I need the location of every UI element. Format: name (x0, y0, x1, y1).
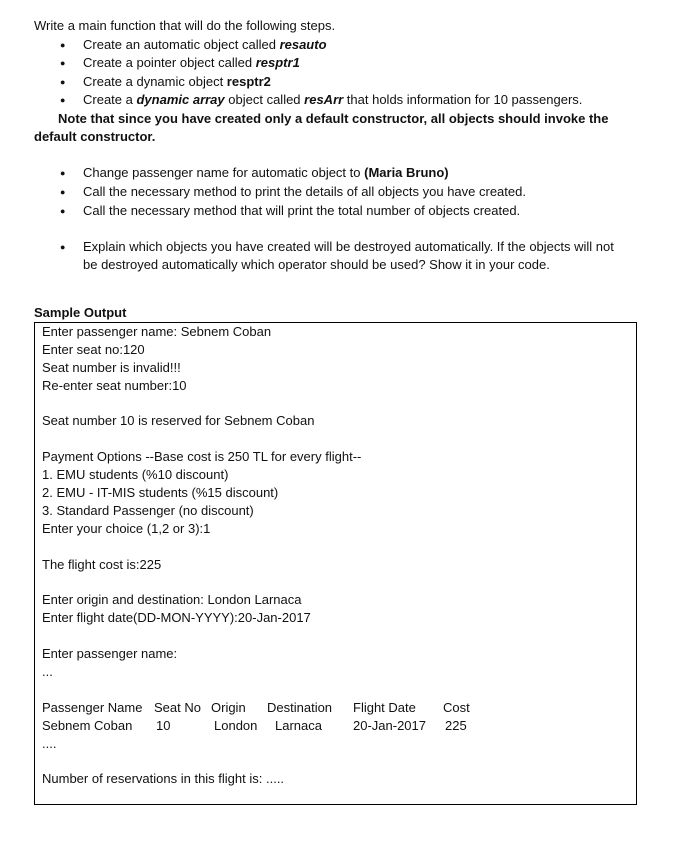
note-line-1: Note that since you have created only a default constructor, all objects should invoke the (58, 111, 609, 126)
bullet-icon: ● (60, 77, 66, 87)
output-line: Enter your choice (1,2 or 3):1 (42, 521, 211, 536)
table-cell: Larnaca (275, 718, 322, 733)
output-line: 3. Standard Passenger (no discount) (42, 503, 254, 518)
output-line: 2. EMU - IT-MIS students (%15 discount) (42, 485, 279, 500)
bullet-icon: ● (60, 58, 66, 68)
bullet-icon: ● (60, 40, 66, 50)
step-resauto: Create an automatic object called resauto (83, 37, 327, 52)
step-explain-line-2: be destroyed automatically which operator should be used? Show it in your code. (83, 257, 550, 272)
output-line: ... (42, 664, 53, 679)
step-resarr: Create a dynamic array object called resArr that holds information for 10 passengers. (83, 92, 583, 107)
step-print-details: Call the necessary method to print the details of all objects you have created. (83, 184, 526, 199)
output-line: Enter seat no:120 (42, 342, 145, 357)
output-line: Enter passenger name: Sebnem Coban (42, 324, 272, 339)
step-resptr1: Create a pointer object called resptr1 (83, 55, 300, 70)
output-line: 1. EMU students (%10 discount) (42, 467, 229, 482)
table-header: Cost (443, 700, 470, 715)
output-line: .... (42, 736, 57, 751)
step-explain-line-1: Explain which objects you have created will be destroyed automatically. If the objects will not (83, 239, 614, 254)
sample-output-heading: Sample Output (34, 305, 127, 320)
bullet-icon: ● (60, 206, 66, 216)
output-line: Re-enter seat number:10 (42, 378, 187, 393)
output-line: Enter passenger name: (42, 646, 178, 661)
output-line: Enter origin and destination: London Larnaca (42, 592, 302, 607)
note-line-2: default constructor. (34, 129, 156, 144)
table-header: Origin (211, 700, 246, 715)
output-line: Seat number is invalid!!! (42, 360, 181, 375)
table-header: Passenger Name (42, 700, 143, 715)
step-change-name: Change passenger name for automatic object to (Maria Bruno) (83, 165, 449, 180)
table-cell: 225 (445, 718, 467, 733)
table-cell: 10 (156, 718, 171, 733)
output-line: The flight cost is:225 (42, 557, 162, 572)
table-header: Seat No (154, 700, 201, 715)
bullet-icon: ● (60, 187, 66, 197)
step-resptr2: Create a dynamic object resptr2 (83, 74, 271, 89)
table-header: Flight Date (353, 700, 416, 715)
step-print-total: Call the necessary method that will print the total number of objects created. (83, 203, 521, 218)
output-line: Enter flight date(DD-MON-YYYY):20-Jan-2017 (42, 610, 311, 625)
table-cell: 20-Jan-2017 (353, 718, 426, 733)
output-line: Number of reservations in this flight is: ..... (42, 771, 285, 786)
bullet-icon: ● (60, 95, 66, 105)
intro-text: Write a main function that will do the following steps. (34, 18, 336, 33)
table-cell: Sebnem Coban (42, 718, 133, 733)
table-cell: London (214, 718, 258, 733)
table-header: Destination (267, 700, 333, 715)
output-line: Seat number 10 is reserved for Sebnem Coban (42, 413, 315, 428)
output-line: Payment Options --Base cost is 250 TL for every flight-- (42, 449, 362, 464)
bullet-icon: ● (60, 242, 66, 252)
bullet-icon: ● (60, 168, 66, 178)
